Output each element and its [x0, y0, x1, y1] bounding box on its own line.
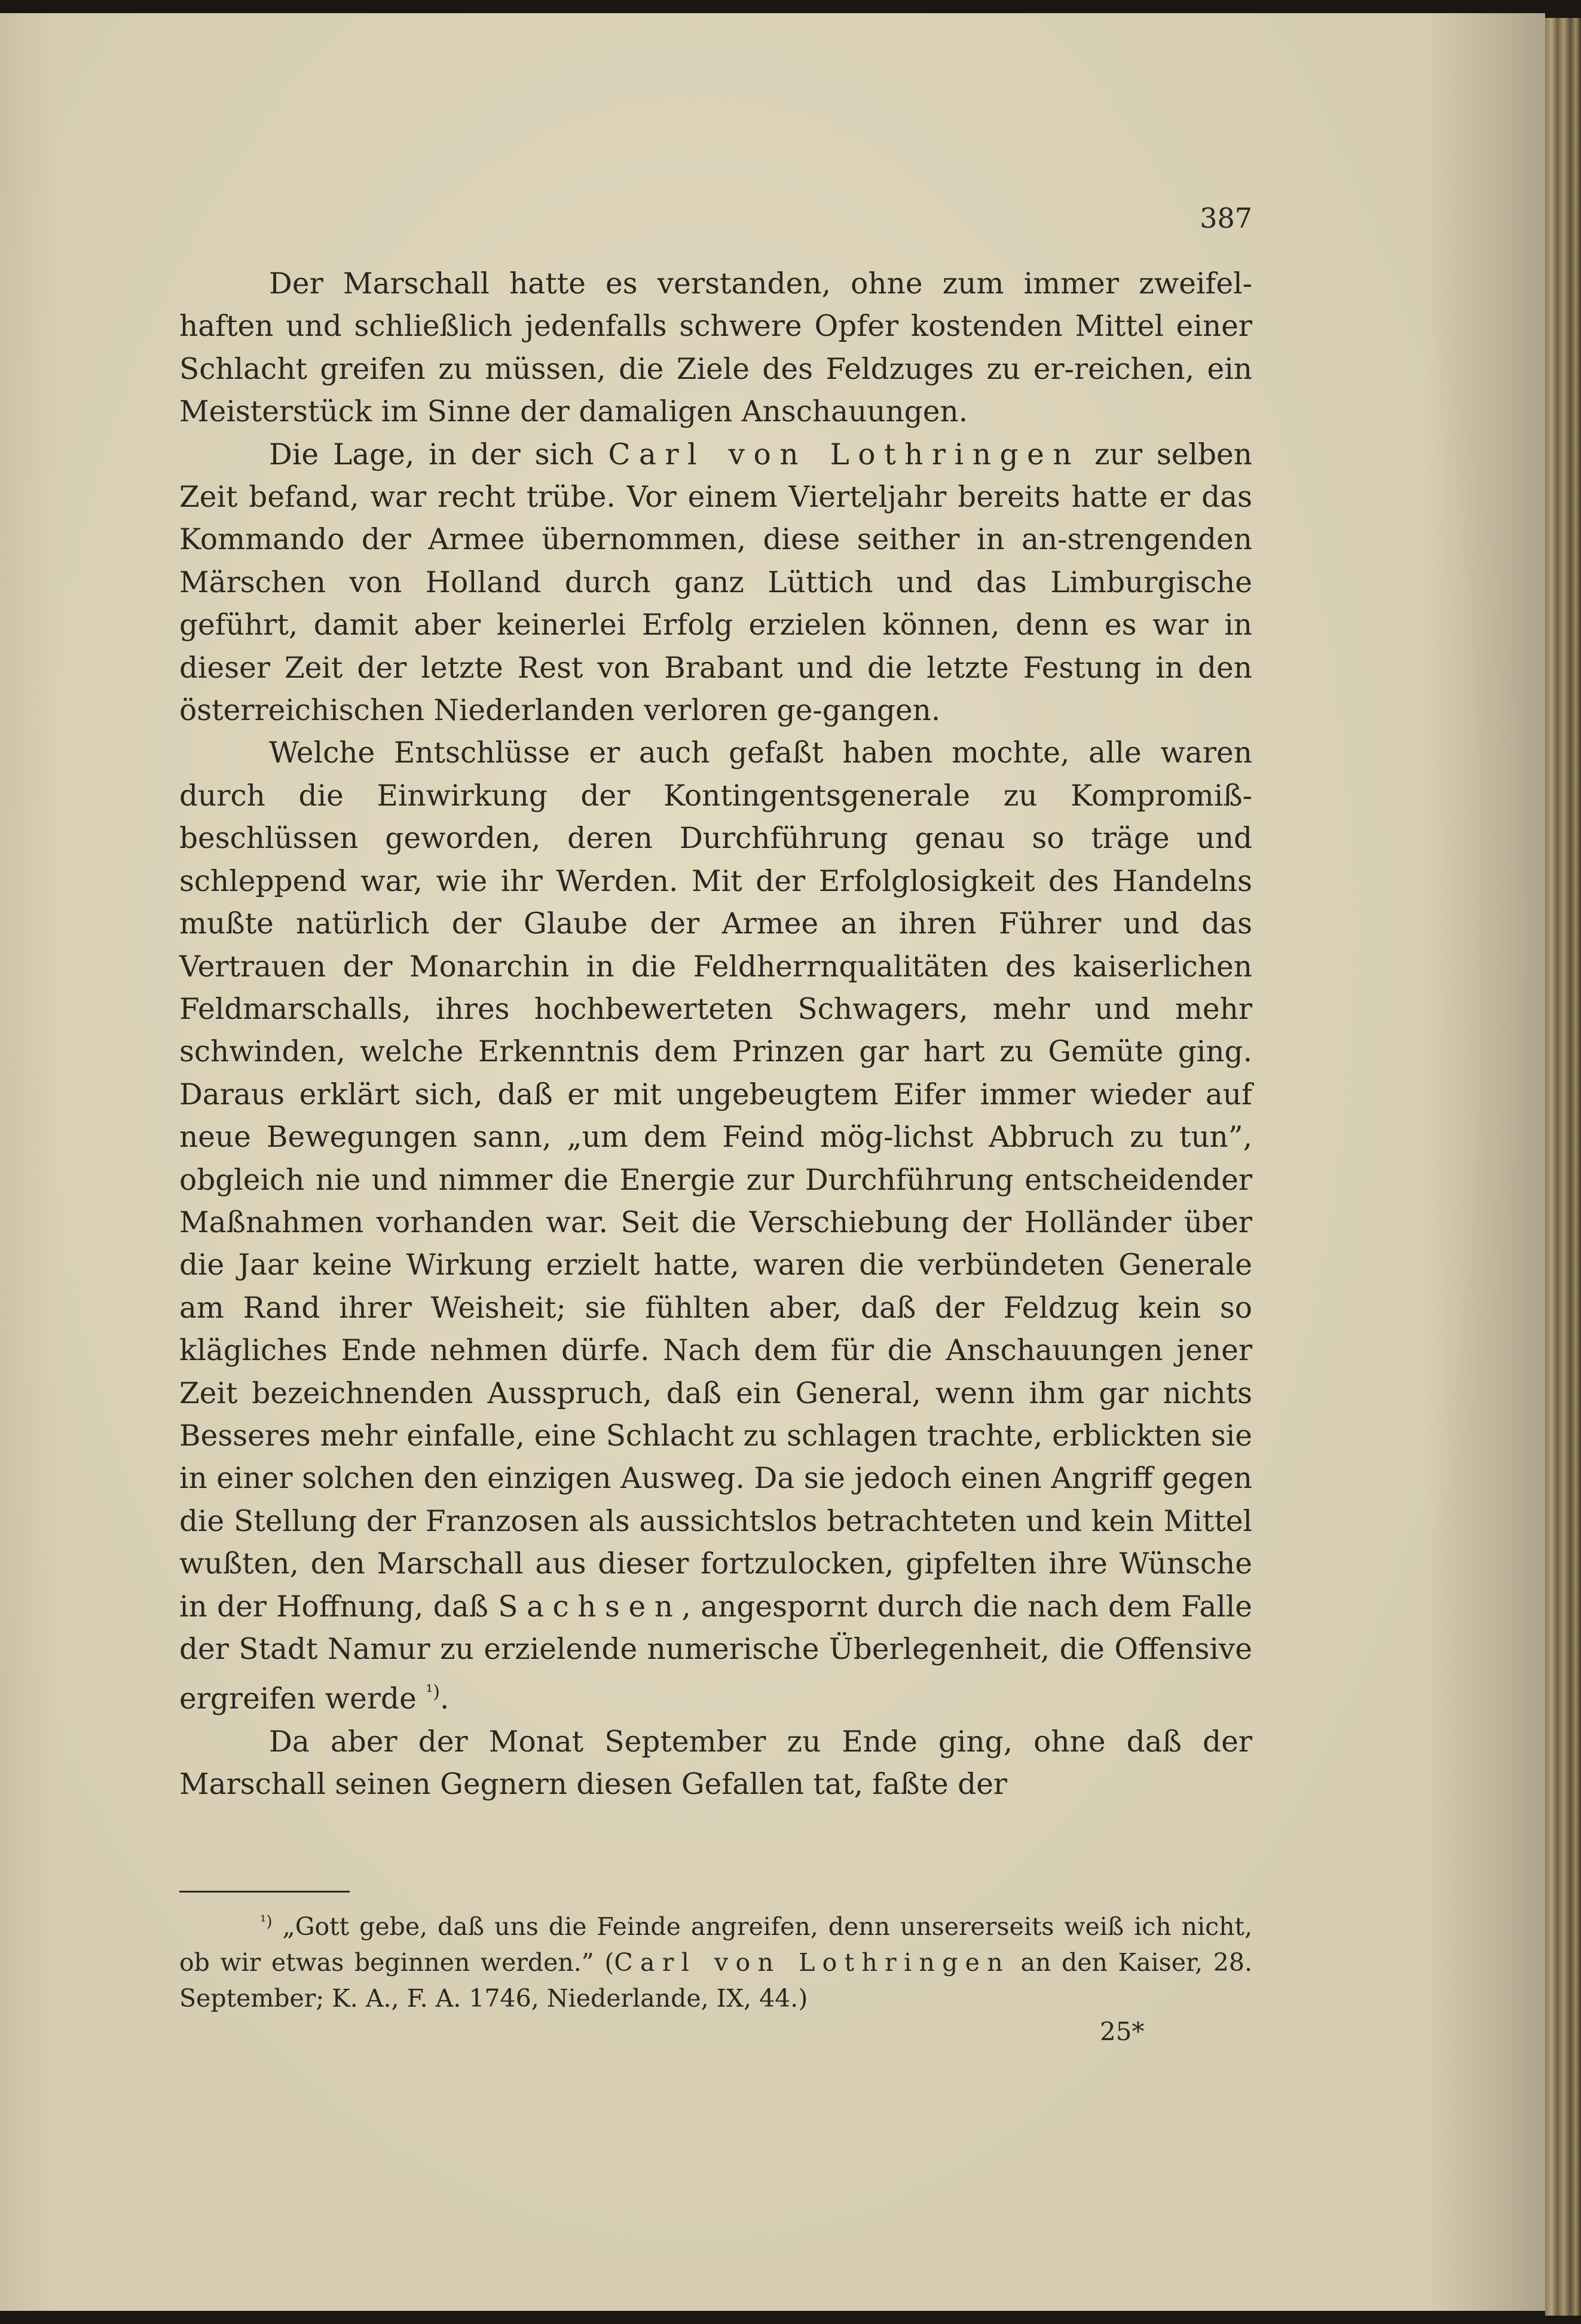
footnote-marker: ¹) — [260, 1913, 273, 1931]
text-run: , angespornt durch die nach dem Falle der Stadt Namur zu erzielende numerische Überlegenheit, die Offensive ergreifen werde — [179, 1590, 1252, 1716]
text-run: an den Kaiser, 28. September; K. A., F. A. 1746, Niederlande, IX, 44.) — [179, 1948, 1252, 2013]
footnote-paragraph — [179, 1904, 1252, 2016]
text-run: . — [439, 1682, 449, 1716]
text-run: Welche Entschlüsse er auch gefaßt haben mochte, alle waren durch die Einwirkung der Kontingentsgenerale zu Kompromiß-beschlüssen geworden, deren Durchführung genau so träge und schleppend war, wie ihr Werden. Mit der Erfolglosigkeit des Handelns mußte natürlich der Glaube der Armee an ihren Führer und das Vertrauen der Monarchin in die Feldherrnqualitäten des kaiserlichen Feldmarschalls, ihres hochbewerteten Schwagers, mehr und mehr schwinden, welche Erkenntnis dem Prinzen gar hart zu Gemüte ging. Daraus erklärt sich, daß er mit ungebeugtem Eifer immer wieder auf neue Bewegungen sann, „um dem Feind mög-lichst Abbruch zu tun”, obgleich nie und nimmer die Energie zur Durchführung entscheidender Maßnahmen vorhanden war. Seit die Verschiebung der Holländer über die Jaar keine Wirkung erzielt hatte, waren die verbündeten Generale am Rand ihrer Weisheit; sie fühlten aber, daß der Feldzug kein so klägliches Ende nehmen dürfe. Nach dem für die Anschauungen jener Zeit bezeichnenden Ausspruch, daß ein General, wenn ihm gar nichts Besseres mehr einfalle, eine Schlacht zu schlagen trachte, erblickten sie in einer solchen den einzigen Ausweg. Da sie jedoch einen Angriff gegen die Stellung der Franzosen als aussichtslos betrachteten und kein Mittel wußten, den Marschall aus dieser fortzulocken, gipfelten ihre Wünsche in der Hoffnung, daß — [179, 736, 1252, 1624]
spaced-name: Carl von Lothringen — [608, 437, 1081, 471]
footnote-reference: ¹) — [426, 1682, 440, 1703]
book-page-edges — [1545, 18, 1581, 2316]
paragraph — [179, 1721, 1252, 1806]
text-run: zur selben Zeit befand, war recht trübe. Vor einem Vierteljahr bereits hatte er das Kommando der Armee übernommen, diese seither in an-strengenden Märschen von Holland durch ganz Lüttich und das Limburgische geführt, damit aber keinerlei Erfolg erzielen können, denn es war in dieser Zeit der letzte Rest von Brabant und die letzte Festung in den österreichischen Niederlanden verloren ge-gangen. — [179, 437, 1252, 728]
spaced-name: Carl von Lothringen — [614, 1948, 1010, 1977]
paragraph — [179, 263, 1252, 434]
paragraph — [179, 434, 1252, 733]
main-text — [179, 263, 1252, 1806]
text-run: „Gott gebe, daß uns die Feinde angreifen, denn unsererseits weiß ich nicht, ob wir etwas beginnen werden.” ( — [179, 1912, 1252, 1977]
signature-mark: 25* — [1100, 2017, 1145, 2046]
footnote — [179, 1904, 1252, 2016]
text-run: Der Marschall hatte es verstanden, ohne zum immer zweifel-haften und schließlich jedenfalls schwere Opfer kostenden Mittel einer Schlacht greifen zu müssen, die Ziele des Feldzuges zu er-reichen, ein Meisterstück im Sinne der damaligen Anschauungen. — [179, 267, 1252, 429]
paragraph — [179, 732, 1252, 1720]
spaced-name: Sachsen — [498, 1590, 682, 1624]
page-number: 387 — [1200, 202, 1252, 234]
footnote-separator — [179, 1891, 350, 1893]
text-run: Da aber der Monat September zu Ende ging, ohne daß der Marschall seinen Gegnern diesen Gefallen tat, faßte der — [179, 1725, 1252, 1802]
text-run: Die Lage, in der sich — [269, 437, 608, 471]
